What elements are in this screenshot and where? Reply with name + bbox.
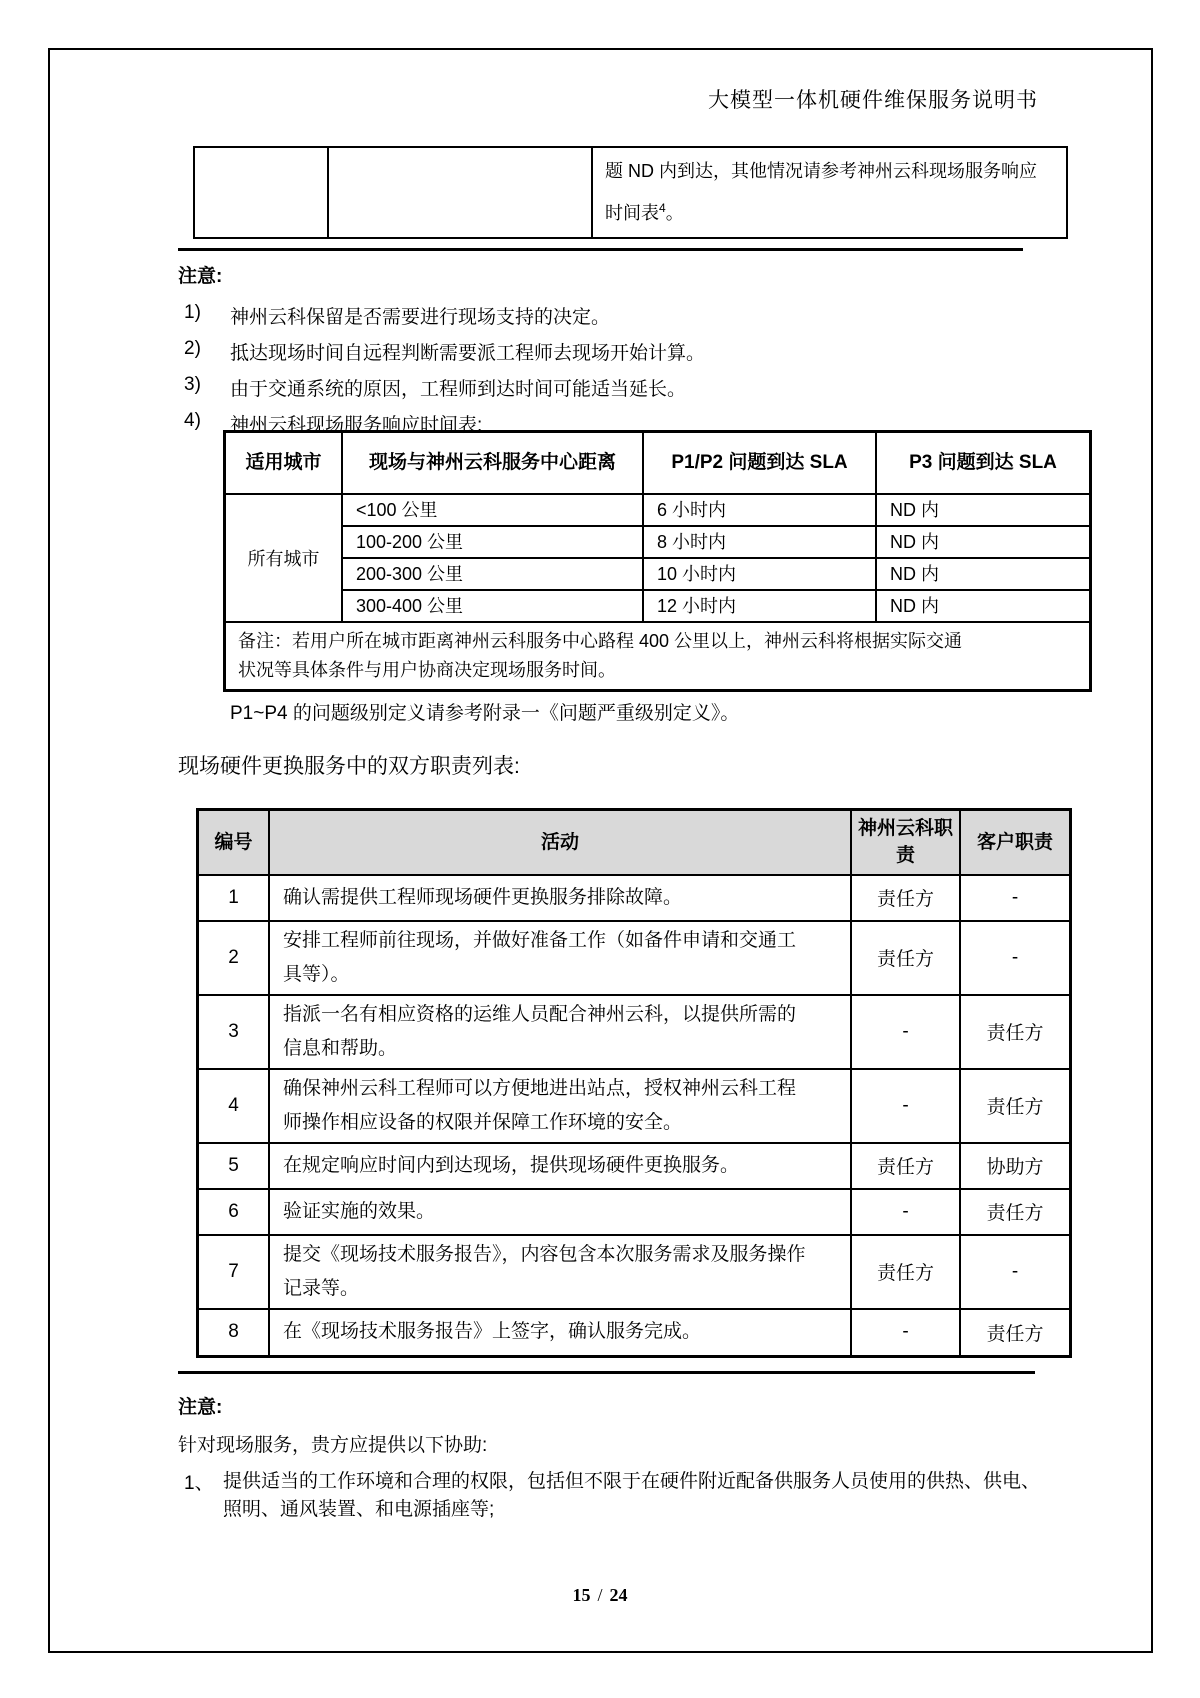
p1p2-cell: 6 小时内 bbox=[643, 494, 876, 526]
section-title: 现场硬件更换服务中的双方职责列表: bbox=[178, 755, 520, 778]
note-text: 由于交通系统的原因，工程师到达时间可能适当延长。 bbox=[230, 379, 687, 400]
distance-cell: 100-200 公里 bbox=[342, 526, 643, 558]
notes-label: 注意: bbox=[178, 266, 223, 287]
note-number: 3) bbox=[184, 374, 201, 395]
footnote-ref: 4 bbox=[659, 201, 666, 215]
document-title: 大模型一体机硬件维保服务说明书 bbox=[708, 88, 1038, 112]
note-text: 抵达现场时间自远程判断需要派工程师去现场开始计算。 bbox=[230, 343, 706, 364]
activity-cell: 安排工程师前往现场，并做好准备工作（如备件申请和交通工具等）。 bbox=[269, 921, 851, 995]
table-row bbox=[225, 494, 1091, 526]
note-text: 提供适当的工作环境和合理的权限，包括但不限于在硬件附近配备供服务人员使用的供热、供电、照明、通风装置、和电源插座等; bbox=[223, 1471, 1041, 1520]
activity-cell: 确认需提供工程师现场硬件更换服务排除故障。 bbox=[269, 875, 851, 921]
continuation-table bbox=[193, 146, 1068, 239]
number-cell: 1 bbox=[198, 875, 270, 921]
p1p2-cell: 8 小时内 bbox=[643, 526, 876, 558]
p3-cell: ND 内 bbox=[876, 494, 1091, 526]
customer-duty-cell: 责任方 bbox=[960, 1309, 1071, 1357]
vendor-duty-cell: - bbox=[851, 1309, 960, 1357]
vendor-duty-cell: 责任方 bbox=[851, 1235, 960, 1309]
table-remark-row bbox=[225, 622, 1091, 691]
vendor-duty-cell: - bbox=[851, 1069, 960, 1143]
horizontal-rule bbox=[178, 1371, 1035, 1374]
remark-cell bbox=[225, 622, 1091, 691]
remark-line: 备注：若用户所在城市距离神州云科服务中心路程 400 公里以上，神州云科将根据实际交通 bbox=[238, 630, 963, 651]
sla-note-cell bbox=[592, 147, 1067, 238]
notes-label: 注意: bbox=[178, 1397, 223, 1418]
customer-duty-cell: - bbox=[960, 875, 1071, 921]
table-row bbox=[198, 1189, 1071, 1235]
customer-duty-cell: 责任方 bbox=[960, 1069, 1071, 1143]
responsibilities-table bbox=[196, 808, 1072, 1358]
activity-cell: 提交《现场技术服务报告》，内容包含本次服务需求及服务操作记录等。 bbox=[269, 1235, 851, 1309]
vendor-duty-cell: - bbox=[851, 1189, 960, 1235]
note-number: 1) bbox=[184, 302, 201, 323]
table-row bbox=[225, 558, 1091, 590]
activity-cell: 指派一名有相应资格的运维人员配合神州云科，以提供所需的信息和帮助。 bbox=[269, 995, 851, 1069]
number-cell: 6 bbox=[198, 1189, 270, 1235]
table-row bbox=[198, 995, 1071, 1069]
page-footer bbox=[0, 1585, 1200, 1606]
distance-cell: 300-400 公里 bbox=[342, 590, 643, 622]
table-row bbox=[198, 921, 1071, 995]
customer-duty-cell: 协助方 bbox=[960, 1143, 1071, 1189]
notes-intro: 针对现场服务，贵方应提供以下协助: bbox=[178, 1435, 488, 1456]
number-cell: 2 bbox=[198, 921, 270, 995]
activity-cell: 在《现场技术服务报告》上签字，确认服务完成。 bbox=[269, 1309, 851, 1357]
severity-definition-note: P1~P4 的问题级别定义请参考附录一《问题严重级别定义》。 bbox=[230, 703, 740, 724]
customer-duty-cell: 责任方 bbox=[960, 995, 1071, 1069]
header-number: 编号 bbox=[198, 810, 270, 875]
customer-duty-cell: - bbox=[960, 1235, 1071, 1309]
number-cell: 5 bbox=[198, 1143, 270, 1189]
p3-cell: ND 内 bbox=[876, 590, 1091, 622]
note-number: 1、 bbox=[184, 1473, 214, 1494]
table-header-row bbox=[225, 432, 1091, 494]
number-cell: 3 bbox=[198, 995, 270, 1069]
header-p1p2-sla: P1/P2 问题到达 SLA bbox=[643, 432, 876, 494]
vendor-duty-cell: 责任方 bbox=[851, 921, 960, 995]
p3-cell: ND 内 bbox=[876, 558, 1091, 590]
empty-cell bbox=[328, 147, 592, 238]
note-text: 神州云科现场服务响应时间表: bbox=[230, 415, 483, 436]
table-row bbox=[198, 1069, 1071, 1143]
activity-cell: 在规定响应时间内到达现场，提供现场硬件更换服务。 bbox=[269, 1143, 851, 1189]
table-header-row bbox=[198, 810, 1071, 875]
header-city: 适用城市 bbox=[225, 432, 343, 494]
cell-line: 题 ND 内到达，其他情况请参考神州云科现场服务响应 bbox=[605, 161, 1037, 181]
remark-line: 状况等具体条件与用户协商决定现场服务时间。 bbox=[238, 659, 616, 680]
header-distance: 现场与神州云科服务中心距离 bbox=[342, 432, 643, 494]
p3-cell: ND 内 bbox=[876, 526, 1091, 558]
p1p2-cell: 10 小时内 bbox=[643, 558, 876, 590]
p1p2-cell: 12 小时内 bbox=[643, 590, 876, 622]
table-row bbox=[194, 147, 1067, 238]
number-cell: 4 bbox=[198, 1069, 270, 1143]
header-activity: 活动 bbox=[269, 810, 851, 875]
page-total: 24 bbox=[609, 1585, 628, 1605]
activity-cell: 验证实施的效果。 bbox=[269, 1189, 851, 1235]
customer-duty-cell: 责任方 bbox=[960, 1189, 1071, 1235]
header-p3-sla: P3 问题到达 SLA bbox=[876, 432, 1091, 494]
table-row bbox=[198, 1235, 1071, 1309]
number-cell: 7 bbox=[198, 1235, 270, 1309]
sla-response-table bbox=[223, 430, 1092, 692]
table-row bbox=[198, 1309, 1071, 1357]
note-number: 2) bbox=[184, 338, 201, 359]
city-cell: 所有城市 bbox=[225, 494, 343, 622]
distance-cell: 200-300 公里 bbox=[342, 558, 643, 590]
number-cell: 8 bbox=[198, 1309, 270, 1357]
table-row bbox=[225, 526, 1091, 558]
empty-cell bbox=[194, 147, 328, 238]
note-text: 神州云科保留是否需要进行现场支持的决定。 bbox=[230, 307, 611, 328]
vendor-duty-cell: 责任方 bbox=[851, 1143, 960, 1189]
vendor-duty-cell: - bbox=[851, 995, 960, 1069]
table-row bbox=[198, 1143, 1071, 1189]
distance-cell: <100 公里 bbox=[342, 494, 643, 526]
table-row bbox=[198, 875, 1071, 921]
page-number: 15 bbox=[572, 1585, 591, 1605]
header-customer-duty: 客户职责 bbox=[960, 810, 1071, 875]
cell-line: 时间表$^4$。 bbox=[605, 201, 684, 223]
header-vendor-duty: 神州云科职责 bbox=[851, 810, 960, 875]
horizontal-rule bbox=[178, 248, 1023, 251]
page-separator: / bbox=[597, 1585, 603, 1605]
note-number: 4) bbox=[184, 410, 201, 431]
customer-duty-cell: - bbox=[960, 921, 1071, 995]
vendor-duty-cell: 责任方 bbox=[851, 875, 960, 921]
table-row bbox=[225, 590, 1091, 622]
activity-cell: 确保神州云科工程师可以方便地进出站点，授权神州云科工程师操作相应设备的权限并保障工作环境的安全。 bbox=[269, 1069, 851, 1143]
